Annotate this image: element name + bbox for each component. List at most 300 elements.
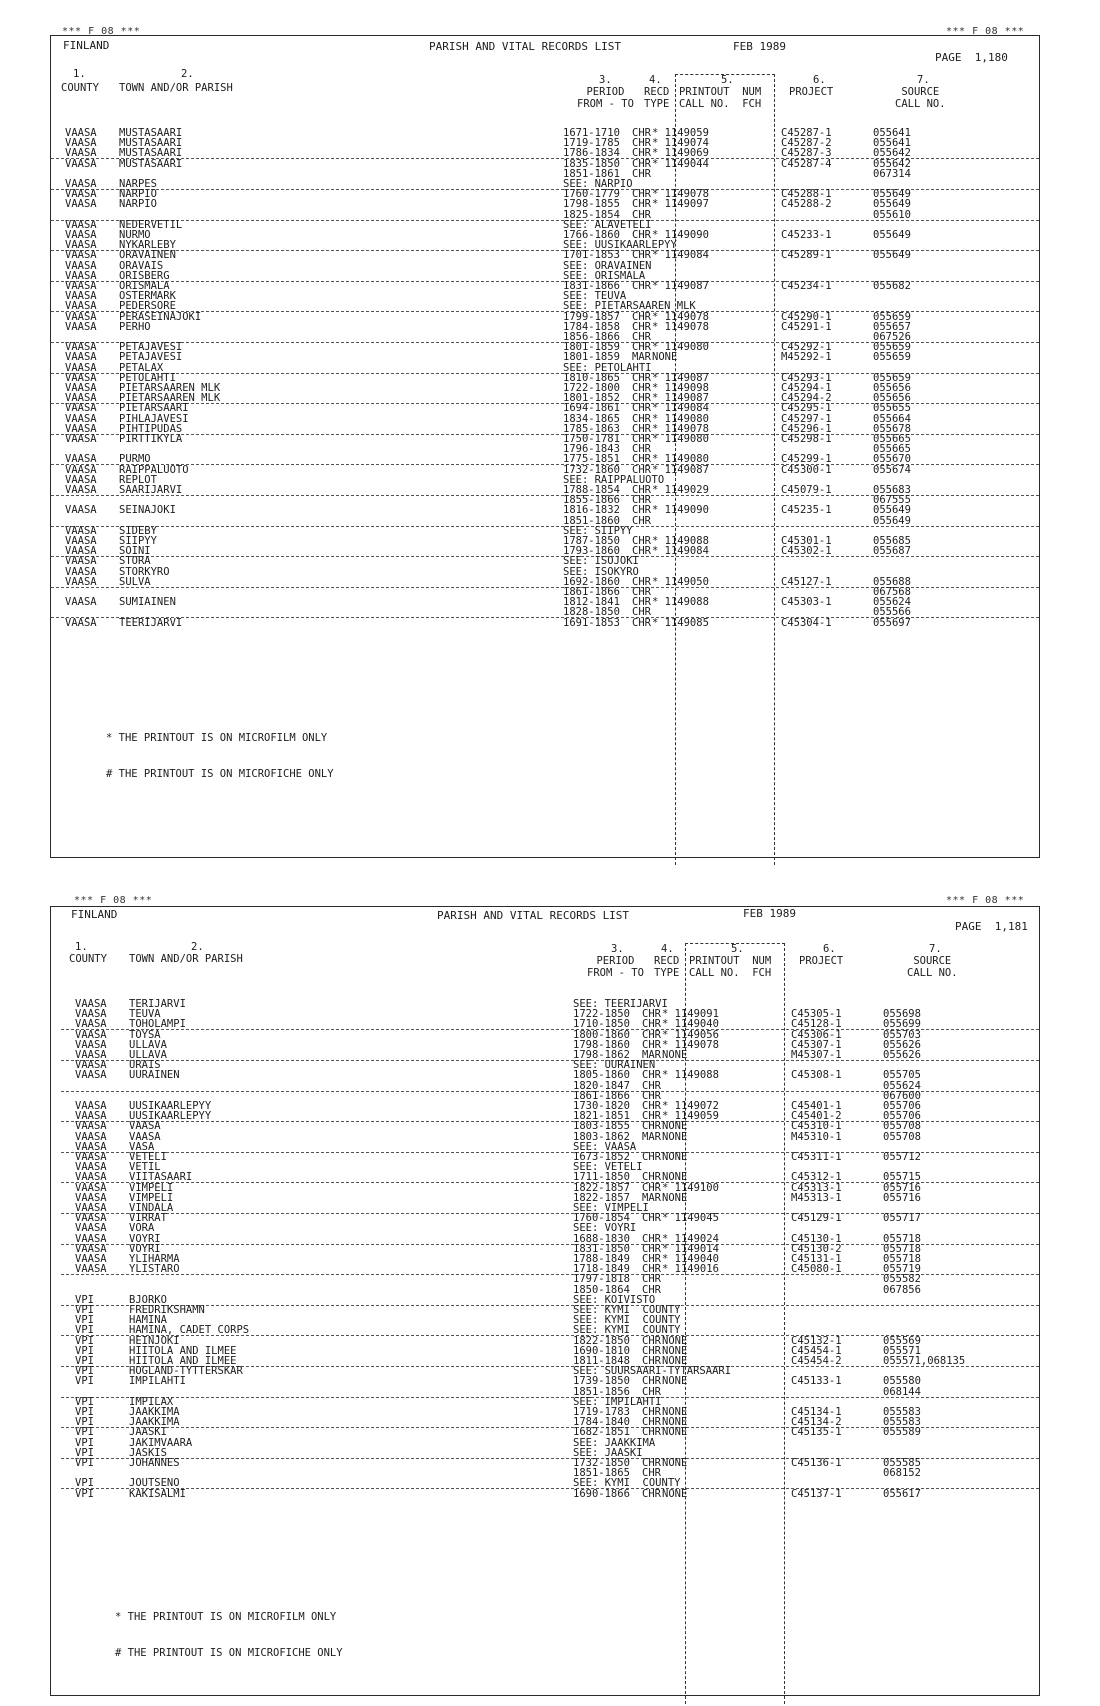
town-cell: JAASKI	[129, 1426, 167, 1439]
county-cell: VAASA	[65, 218, 97, 231]
town-cell: UUSIKAARLEPYY	[129, 1110, 212, 1123]
county-cell: VAASA	[65, 188, 97, 201]
period-cell: 1766-1860	[563, 229, 620, 241]
town-cell: MUSTASAARI	[119, 127, 183, 139]
town-cell: VORA	[129, 1222, 155, 1235]
period-cell: 1796-1843	[563, 443, 620, 456]
town-cell: VIMPELI	[129, 1181, 174, 1194]
table-row	[61, 1213, 1039, 1223]
period-cell: SEE: VOYRI	[573, 1222, 637, 1235]
source-call-number-cell: 055682	[873, 280, 911, 292]
header-recd: RECD TYPE	[644, 86, 670, 110]
printout-call-number-cell: NONE	[662, 1487, 688, 1500]
printout-call-number-cell: * 1149090	[652, 504, 709, 517]
period-cell: 1788-1854	[563, 484, 620, 496]
source-call-number-cell: 055571,068135	[883, 1355, 966, 1367]
town-cell: ULLAVA	[129, 1038, 167, 1051]
town-cell: PETALAX	[119, 361, 164, 374]
source-call-number-cell: 055665	[873, 433, 911, 445]
header-recd: RECD TYPE	[654, 955, 680, 979]
header-period: PERIOD FROM - TO	[587, 955, 644, 979]
source-call-number-cell: 055583	[883, 1406, 921, 1418]
period-cell: 1722-1850	[573, 1008, 630, 1021]
source-call-number-cell: 055706	[883, 1110, 921, 1123]
county-cell: VAASA	[75, 1171, 107, 1184]
county-cell: VAASA	[75, 1008, 107, 1021]
county-cell: VAASA	[75, 1028, 107, 1041]
record-type-cell: CHR	[642, 1079, 661, 1092]
record-type-cell: CHR	[642, 1385, 661, 1398]
county-cell: VAASA	[65, 616, 97, 629]
printout-call-number-cell: NONE	[662, 1375, 688, 1388]
period-cell: 1831-1850	[573, 1242, 630, 1255]
project-cell: C45289-1	[781, 249, 832, 262]
footnotes	[106, 708, 334, 804]
source-call-number-cell: 055617	[883, 1487, 921, 1500]
county-cell: VAASA	[65, 504, 97, 517]
period-cell: SEE: ALAVETELI	[563, 218, 652, 231]
period-cell: SEE: ORISMALA	[563, 269, 646, 282]
period-cell: 1810-1865	[563, 371, 620, 384]
record-type-cell: CHR	[642, 1457, 661, 1469]
period-cell: 1710-1850	[573, 1018, 630, 1031]
table-row	[61, 1193, 1039, 1203]
table-row	[61, 1121, 1039, 1131]
period-cell: SEE: IMPILAHTI	[573, 1395, 662, 1408]
source-call-number-cell: 067568	[873, 586, 911, 598]
town-cell: SEINAJOKI	[119, 504, 176, 517]
record-type-cell: CHR	[632, 616, 651, 629]
record-type-cell: MAR	[632, 351, 651, 364]
source-call-number-cell: 055649	[873, 229, 911, 241]
period-cell: 1786-1834	[563, 147, 620, 160]
period-cell: 1718-1849	[573, 1263, 630, 1276]
project-cell: C45308-1	[791, 1069, 842, 1082]
table-row	[61, 1132, 1039, 1142]
record-page	[50, 35, 1040, 858]
town-cell: TEERIJARVI	[119, 616, 183, 629]
printout-call-number-cell: NONE	[662, 1406, 688, 1418]
county-cell: VAASA	[75, 998, 107, 1010]
period-cell: SEE: VETELI	[573, 1161, 643, 1174]
town-cell: VAASA	[129, 1120, 161, 1133]
source-call-number-cell: 067856	[883, 1283, 921, 1296]
printout-call-number-cell: * 1149080	[652, 453, 709, 466]
source-call-number-cell: 055580	[883, 1375, 921, 1388]
county-cell: VAASA	[75, 1151, 107, 1163]
source-call-number-cell: 055659	[873, 341, 911, 354]
county-cell: VAASA	[75, 1161, 107, 1174]
record-type-cell: CHR	[632, 504, 651, 517]
county-cell: VAASA	[65, 239, 97, 252]
record-type-cell: CHR	[632, 463, 651, 476]
period-cell: 1855-1866	[563, 494, 620, 507]
col-number-3: 3.	[611, 943, 624, 955]
county-cell: VAASA	[65, 300, 97, 313]
project-cell: C45080-1	[791, 1263, 842, 1276]
source-call-number-cell: 055706	[883, 1100, 921, 1112]
period-cell: 1856-1866	[563, 331, 620, 343]
period-cell: SEE: UUSIKAARLEPYY	[563, 239, 677, 252]
source-call-number-cell: 055649	[873, 504, 911, 517]
county-cell: VAASA	[65, 371, 97, 384]
town-cell: TOYSA	[129, 1028, 161, 1041]
source-call-number-cell: 055708	[883, 1130, 921, 1143]
period-cell: 1750-1781	[563, 433, 620, 445]
record-type-cell: CHR	[632, 433, 651, 445]
source-call-number-cell: 055685	[873, 535, 911, 547]
printout-call-number-cell: * 1149087	[652, 371, 709, 384]
printout-call-number-cell: * 1149024	[662, 1232, 719, 1245]
page-marker-right: *** F 08 ***	[946, 26, 1025, 37]
record-type-cell: CHR	[632, 453, 651, 466]
county-cell: VAASA	[75, 1049, 107, 1061]
table-row	[51, 291, 1039, 301]
town-cell: HIITOLA AND ILMEE	[129, 1344, 237, 1357]
period-cell: 1834-1865	[563, 412, 620, 425]
list-date: FEB 1989	[733, 40, 786, 53]
county-cell: VAASA	[65, 269, 97, 282]
record-type-cell: CHR	[632, 249, 651, 262]
printout-call-number-cell: NONE	[662, 1426, 688, 1439]
period-cell: 1690-1810	[573, 1344, 630, 1357]
record-type-cell: CHR	[642, 1263, 661, 1276]
record-type-cell: CHR	[642, 1110, 661, 1123]
source-call-number-cell: 068144	[883, 1385, 921, 1398]
period-cell: SEE: KYMI COUNTY	[573, 1324, 681, 1337]
printout-call-number-cell: * 1149078	[662, 1038, 719, 1051]
town-cell: VOYRI	[129, 1242, 161, 1255]
source-call-number-cell: 055649	[873, 249, 911, 262]
col-number-2: 2.	[181, 68, 194, 80]
printout-call-number-cell: NONE	[662, 1344, 688, 1357]
printout-call-number-cell: * 1149044	[652, 157, 709, 170]
town-cell: VIMPELI	[129, 1191, 174, 1204]
county-cell: VAASA	[65, 178, 97, 190]
source-call-number-cell: 055678	[873, 422, 911, 435]
project-cell: C45302-1	[781, 545, 832, 558]
record-type-cell: CHR	[632, 545, 651, 558]
county-cell: VAASA	[65, 361, 97, 374]
town-cell: PETOLAHTI	[119, 371, 176, 384]
source-call-number-cell: 055659	[873, 310, 911, 323]
printout-call-number-cell: * 1149040	[662, 1018, 719, 1031]
printout-call-number-cell: NONE	[662, 1457, 688, 1469]
town-cell: YLIHARMA	[129, 1253, 180, 1265]
town-cell: JOUTSENO	[129, 1477, 180, 1490]
period-cell: SEE: NARPIO	[563, 178, 633, 190]
source-call-number-cell: 055656	[873, 382, 911, 394]
col-number-6: 6.	[823, 943, 836, 955]
county-cell: VPI	[75, 1293, 94, 1306]
period-cell: 1719-1785	[563, 137, 620, 150]
record-type-cell: CHR	[632, 280, 651, 292]
record-type-cell: CHR	[632, 167, 651, 180]
period-cell: 1851-1865	[573, 1467, 630, 1480]
project-cell: C45287-4	[781, 157, 832, 170]
county-cell: VAASA	[65, 524, 97, 537]
project-cell: M45310-1	[791, 1130, 842, 1143]
record-type-cell: CHR	[642, 1038, 661, 1051]
project-cell: C45234-1	[781, 280, 832, 292]
town-cell: STORKYRO	[119, 565, 170, 578]
table-row	[61, 1223, 1039, 1233]
record-type-cell: CHR	[632, 596, 651, 609]
county-cell: VPI	[75, 1406, 94, 1418]
printout-call-number-cell: * 1149088	[652, 596, 709, 609]
town-cell: NYKARLEBY	[119, 239, 176, 252]
period-cell: 1805-1860	[573, 1069, 630, 1082]
period-cell: 1760-1854	[573, 1212, 630, 1225]
source-call-number-cell: 055656	[873, 392, 911, 405]
town-cell: UUSIKAARLEPYY	[129, 1100, 212, 1112]
county-cell: VPI	[75, 1395, 94, 1408]
period-cell: 1775-1851	[563, 453, 620, 466]
town-cell: PETAJAVESI	[119, 351, 183, 364]
project-cell: C45130-1	[791, 1232, 842, 1245]
table-row	[51, 261, 1039, 271]
printout-call-number-cell: * 1149098	[652, 382, 709, 394]
record-page	[50, 906, 1040, 1696]
record-type-cell: CHR	[642, 1212, 661, 1225]
project-cell: C45137-1	[791, 1487, 842, 1500]
period-cell: SEE: KOIVISTO	[573, 1293, 656, 1306]
record-type-cell: CHR	[642, 1181, 661, 1194]
footnote-microfilm: * THE PRINTOUT IS ON MICROFILM ONLY	[115, 1611, 337, 1623]
printout-call-number-cell: NONE	[662, 1130, 688, 1143]
period-cell: 1820-1847	[573, 1079, 630, 1092]
county-cell: VAASA	[65, 310, 97, 323]
record-type-cell: CHR	[632, 586, 651, 598]
country-label: FINLAND	[63, 39, 110, 52]
town-cell: NURMO	[119, 229, 151, 241]
county-cell: VPI	[75, 1314, 94, 1327]
record-type-cell: MAR	[642, 1049, 661, 1061]
county-cell: VAASA	[75, 1018, 107, 1031]
source-call-number-cell: 055642	[873, 147, 911, 160]
table-row	[61, 1285, 1039, 1295]
period-cell: 1831-1866	[563, 280, 620, 292]
footnote-microfilm: * THE PRINTOUT IS ON MICROFILM ONLY	[106, 732, 328, 744]
project-cell: C45288-1	[781, 188, 832, 201]
record-type-cell: MAR	[642, 1191, 661, 1204]
town-cell: HAMINA, CADET CORPS	[129, 1324, 250, 1337]
source-call-number-cell: 055718	[883, 1232, 921, 1245]
record-type-cell: CHR	[632, 392, 651, 405]
printout-call-number-cell: * 1149074	[652, 137, 709, 150]
record-type-cell: MAR	[642, 1130, 661, 1143]
county-cell: VAASA	[75, 1038, 107, 1051]
printout-call-number-cell: NONE	[662, 1120, 688, 1133]
printout-call-number-cell: * 1149084	[652, 249, 709, 262]
record-type-cell: CHR	[632, 494, 651, 507]
col-number-7: 7.	[929, 943, 942, 955]
project-cell: C45307-1	[791, 1038, 842, 1051]
printout-call-number-cell: * 1149084	[652, 545, 709, 558]
town-cell: PIETARSAARI	[119, 402, 189, 415]
source-call-number-cell: 055664	[873, 412, 911, 425]
printout-call-number-cell: * 1149069	[652, 147, 709, 160]
project-cell: C45310-1	[791, 1120, 842, 1133]
town-cell: NARPIO	[119, 198, 157, 211]
period-cell: 1722-1800	[563, 382, 620, 394]
record-type-cell: CHR	[632, 371, 651, 384]
record-type-cell: CHR	[632, 331, 651, 343]
period-cell: 1691-1853	[563, 616, 620, 629]
record-type-cell: CHR	[632, 382, 651, 394]
project-cell: C45294-2	[781, 392, 832, 405]
town-cell: STORA	[119, 555, 151, 568]
printout-call-number-cell: NONE	[662, 1334, 688, 1347]
record-type-cell: CHR	[642, 1355, 661, 1367]
period-cell: SEE: JAASKI	[573, 1446, 643, 1459]
table-row	[51, 281, 1039, 291]
period-cell: SEE: ORAVAINEN	[563, 259, 652, 272]
project-cell: C45454-2	[791, 1355, 842, 1367]
period-cell: 1730-1820	[573, 1100, 630, 1112]
source-call-number-cell: 055708	[883, 1120, 921, 1133]
period-cell: 1788-1849	[573, 1253, 630, 1265]
period-cell: 1760-1779	[563, 188, 620, 201]
list-title: PARISH AND VITAL RECORDS LIST	[437, 909, 630, 922]
county-cell: VPI	[75, 1324, 94, 1337]
county-cell: VPI	[75, 1416, 94, 1429]
project-cell: C45287-3	[781, 147, 832, 160]
period-cell: 1822-1857	[573, 1181, 630, 1194]
source-call-number-cell: 055610	[873, 208, 911, 221]
period-cell: SEE: JAAKKIMA	[573, 1436, 656, 1449]
printout-call-number-cell: NONE	[662, 1171, 688, 1184]
county-cell: VPI	[75, 1426, 94, 1439]
period-cell: 1801-1852	[563, 392, 620, 405]
printout-call-number-cell: * 1149078	[652, 188, 709, 201]
printout-call-number-cell: * 1149088	[652, 535, 709, 547]
period-cell: 1850-1864	[573, 1283, 630, 1296]
project-cell: C45136-1	[791, 1457, 842, 1469]
project-cell: M45313-1	[791, 1191, 842, 1204]
record-type-cell: CHR	[632, 514, 651, 527]
project-cell: C45401-1	[791, 1100, 842, 1112]
county-cell: VAASA	[65, 351, 97, 364]
col-number-3: 3.	[599, 74, 612, 86]
period-cell: 1812-1841	[563, 596, 620, 609]
footnote-microfiche: # THE PRINTOUT IS ON MICROFICHE ONLY	[115, 1647, 343, 1659]
town-cell: NARPIO	[119, 188, 157, 201]
printout-call-number-cell: NONE	[652, 351, 678, 364]
header-printout: PRINTOUT NUM CALL NO. FCH	[689, 955, 772, 979]
county-cell: VAASA	[75, 1191, 107, 1204]
period-cell: 1785-1863	[563, 422, 620, 435]
county-cell: VAASA	[65, 392, 97, 405]
record-type-cell: CHR	[632, 127, 651, 139]
town-cell: PIHLAJAVESI	[119, 412, 189, 425]
town-cell: BJORKO	[129, 1293, 167, 1306]
period-cell: 1732-1860	[563, 463, 620, 476]
period-cell: 1803-1862	[573, 1130, 630, 1143]
source-call-number-cell: 055703	[883, 1028, 921, 1041]
table-row	[51, 199, 1039, 209]
table-row	[61, 1489, 1039, 1499]
record-type-cell: CHR	[642, 1426, 661, 1439]
source-call-number-cell: 055715	[883, 1171, 921, 1184]
county-cell: VAASA	[75, 1069, 107, 1082]
project-cell: C45300-1	[781, 463, 832, 476]
period-cell: 1692-1860	[563, 575, 620, 588]
town-cell: TOHOLAMPI	[129, 1018, 186, 1031]
county-cell: VAASA	[65, 147, 97, 160]
town-cell: VASA	[129, 1140, 155, 1153]
source-call-number-cell: 055657	[873, 320, 911, 333]
record-type-cell: CHR	[632, 157, 651, 170]
project-cell: C45311-1	[791, 1151, 842, 1163]
source-call-number-cell: 055718	[883, 1242, 921, 1255]
record-type-cell: CHR	[632, 443, 651, 456]
project-cell: C45292-1	[781, 341, 832, 354]
period-cell: 1673-1852	[573, 1151, 630, 1163]
project-cell: C45291-1	[781, 320, 832, 333]
project-cell: C45288-2	[781, 198, 832, 211]
record-type-cell: CHR	[642, 1273, 661, 1286]
source-call-number-cell: 055659	[873, 351, 911, 364]
record-type-cell: CHR	[632, 341, 651, 354]
period-cell: 1798-1862	[573, 1049, 630, 1061]
header-source: SOURCE CALL NO.	[895, 86, 946, 110]
source-call-number-cell: 055649	[873, 514, 911, 527]
project-cell: C45306-1	[791, 1028, 842, 1041]
record-type-cell: CHR	[642, 1120, 661, 1133]
project-cell: C45132-1	[791, 1334, 842, 1347]
county-cell: VAASA	[65, 259, 97, 272]
project-cell: C45301-1	[781, 535, 832, 547]
town-cell: HOGLAND-TYTTERSKAR	[129, 1365, 243, 1378]
source-call-number-cell: 055626	[883, 1038, 921, 1051]
town-cell: IMPILAX	[129, 1395, 174, 1408]
period-cell: 1800-1860	[573, 1028, 630, 1041]
project-cell: C45127-1	[781, 575, 832, 588]
record-type-cell: CHR	[632, 320, 651, 333]
period-cell: 1825-1854	[563, 208, 620, 221]
period-cell: SEE: ISOKYRO	[563, 565, 639, 578]
period-cell: 1694-1861	[563, 402, 620, 415]
project-cell: C45079-1	[781, 484, 832, 496]
col-number-6: 6.	[813, 74, 826, 86]
source-call-number-cell: 067600	[883, 1089, 921, 1102]
project-cell: C45135-1	[791, 1426, 842, 1439]
period-cell: SEE: PIETARSAAREN MLK	[563, 300, 696, 313]
town-cell: MUSTASAARI	[119, 147, 183, 160]
town-cell: PETAJAVESI	[119, 341, 183, 354]
source-call-number-cell: 055649	[873, 198, 911, 211]
county-cell: VAASA	[75, 1181, 107, 1194]
town-cell: ORAVAIS	[119, 259, 164, 272]
county-cell: VAASA	[65, 545, 97, 558]
record-type-cell: CHR	[632, 147, 651, 160]
printout-call-number-cell: * 1149059	[662, 1110, 719, 1123]
project-cell: C45130-2	[791, 1242, 842, 1255]
town-cell: KAKISALMI	[129, 1487, 186, 1500]
table-row	[61, 1274, 1039, 1284]
page-marker-left: *** F 08 ***	[62, 26, 141, 37]
source-call-number-cell: 055674	[873, 463, 911, 476]
town-cell: VINDALA	[129, 1202, 174, 1214]
project-cell: C45312-1	[791, 1171, 842, 1184]
project-cell: M45292-1	[781, 351, 832, 364]
period-cell: SEE: KYMI COUNTY	[573, 1314, 681, 1327]
town-cell: PURMO	[119, 453, 151, 466]
source-call-number-cell: 055665	[873, 443, 911, 456]
list-date: FEB 1989	[743, 907, 796, 920]
source-call-number-cell: 055569	[883, 1334, 921, 1347]
